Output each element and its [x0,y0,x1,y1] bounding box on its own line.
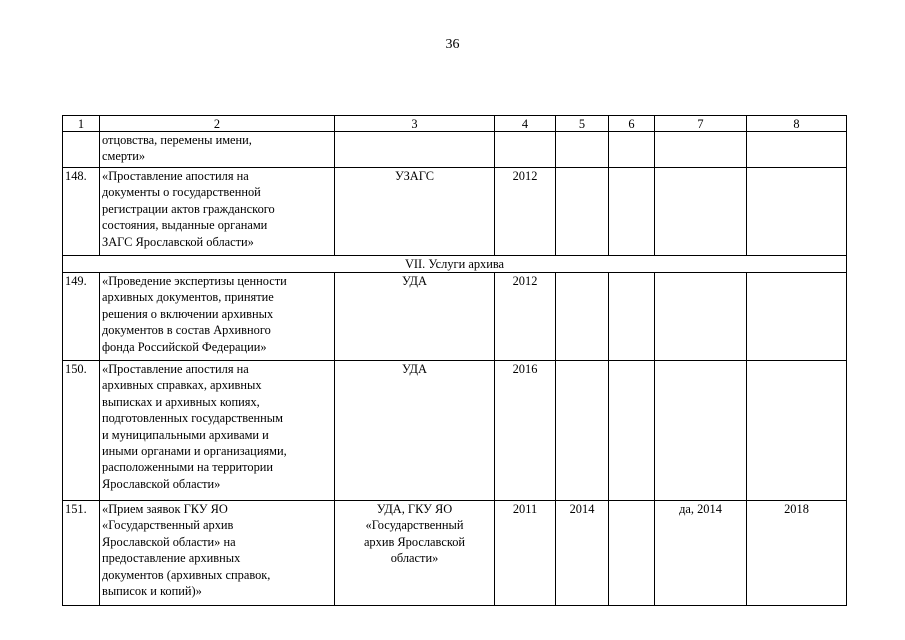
service-name-line: смерти» [102,149,146,164]
row-number: 149. [63,273,100,361]
responsible-organization [335,273,495,361]
service-name-line: Ярославской области» на [102,534,236,549]
service-name-line: «Проведение экспертизы ценности [102,274,287,288]
column-header-4: 4 [495,116,556,132]
table-row [63,501,847,606]
column-4-value: 2012 [495,168,556,256]
service-name-line: состояния, выданные органами [102,218,268,233]
table-row [63,273,847,361]
service-name-line: подготовленных государственным [102,411,283,426]
organization-line: УЗАГС [394,169,435,183]
row-number [63,132,100,168]
service-name-line: отцовства, перемены имени, [102,133,252,147]
column-8-value: 2018 [747,501,847,606]
service-name [100,132,335,168]
table-header-row [63,116,847,132]
column-5-value [556,168,609,256]
column-header-5: 5 [556,116,609,132]
column-header-6: 6 [609,116,655,132]
column-6-value [609,361,655,501]
organization-line: архив Ярославской [363,534,466,549]
column-7-value [655,273,747,361]
organization-line: области» [390,551,439,566]
responsible-organization [335,361,495,501]
section-header-row [63,256,847,273]
service-name-line: архивных документов, принятие [102,290,274,305]
row-number: 150. [63,361,100,501]
column-header-1: 1 [63,116,100,132]
column-7-value [655,168,747,256]
service-name-line: регистрации актов гражданского [102,201,275,216]
service-name-line: документов в состав Архивного [102,323,271,338]
service-name-line: расположенными на территории [102,460,274,475]
service-name-line: решения о включении архивных [102,306,274,321]
column-5-value: 2014 [556,501,609,606]
column-6-value [609,501,655,606]
service-name-line: Ярославской области» [102,476,221,491]
service-name-line: выписках и архивных копиях, [102,394,260,409]
service-name-line: иными органами и организациями, [102,444,287,459]
service-name [100,168,335,256]
column-5-value [556,132,609,168]
service-name-line: фонда Российской Федерации» [102,339,267,354]
service-name-line: архивных справках, архивных [102,378,262,393]
column-5-value [556,273,609,361]
column-header-3: 3 [335,116,495,132]
service-name-line: «Прием заявок ГКУ ЯО [102,502,228,516]
column-4-value: 2012 [495,273,556,361]
column-8-value [747,132,847,168]
service-name-line: и муниципальными архивами и [102,427,269,442]
column-4-value: 2011 [495,501,556,606]
column-7-value [655,132,747,168]
organization-line: УДА [402,362,427,376]
service-name-line: документы о государственной [102,185,261,200]
column-7-value: да, 2014 [655,501,747,606]
column-header-8: 8 [747,116,847,132]
column-5-value [556,361,609,501]
column-6-value [609,168,655,256]
page-number: 36 [445,37,460,52]
column-6-value [609,273,655,361]
responsible-organization [335,168,495,256]
service-name [100,273,335,361]
organization-line: УДА, ГКУ ЯО [376,502,453,516]
column-header-7: 7 [655,116,747,132]
service-name [100,501,335,606]
services-table [62,115,847,606]
service-name [100,361,335,501]
column-4-value: 2016 [495,361,556,501]
table-row [63,132,847,168]
service-name-line: предоставление архивных [102,551,241,566]
column-6-value [609,132,655,168]
section-title: VII. Услуги архива [63,256,847,273]
service-name-line: выписок и копий)» [102,584,202,599]
table-row [63,168,847,256]
row-number: 148. [63,168,100,256]
column-4-value [495,132,556,168]
column-8-value [747,168,847,256]
service-name-line: документов (архивных справок, [102,567,271,582]
responsible-organization [335,501,495,606]
column-8-value [747,273,847,361]
organization-line: УДА [402,274,427,288]
service-name-line: «Государственный архив [102,518,234,533]
column-7-value [655,361,747,501]
organization-line: «Государственный [365,518,464,533]
responsible-organization [335,132,495,168]
column-8-value [747,361,847,501]
service-name-line: «Проставление апостиля на [102,169,249,183]
service-name-line: ЗАГС Ярославской области» [102,234,254,249]
table-row [63,361,847,501]
row-number: 151. [63,501,100,606]
service-name-line: «Проставление апостиля на [102,362,249,376]
column-header-2: 2 [100,116,335,132]
